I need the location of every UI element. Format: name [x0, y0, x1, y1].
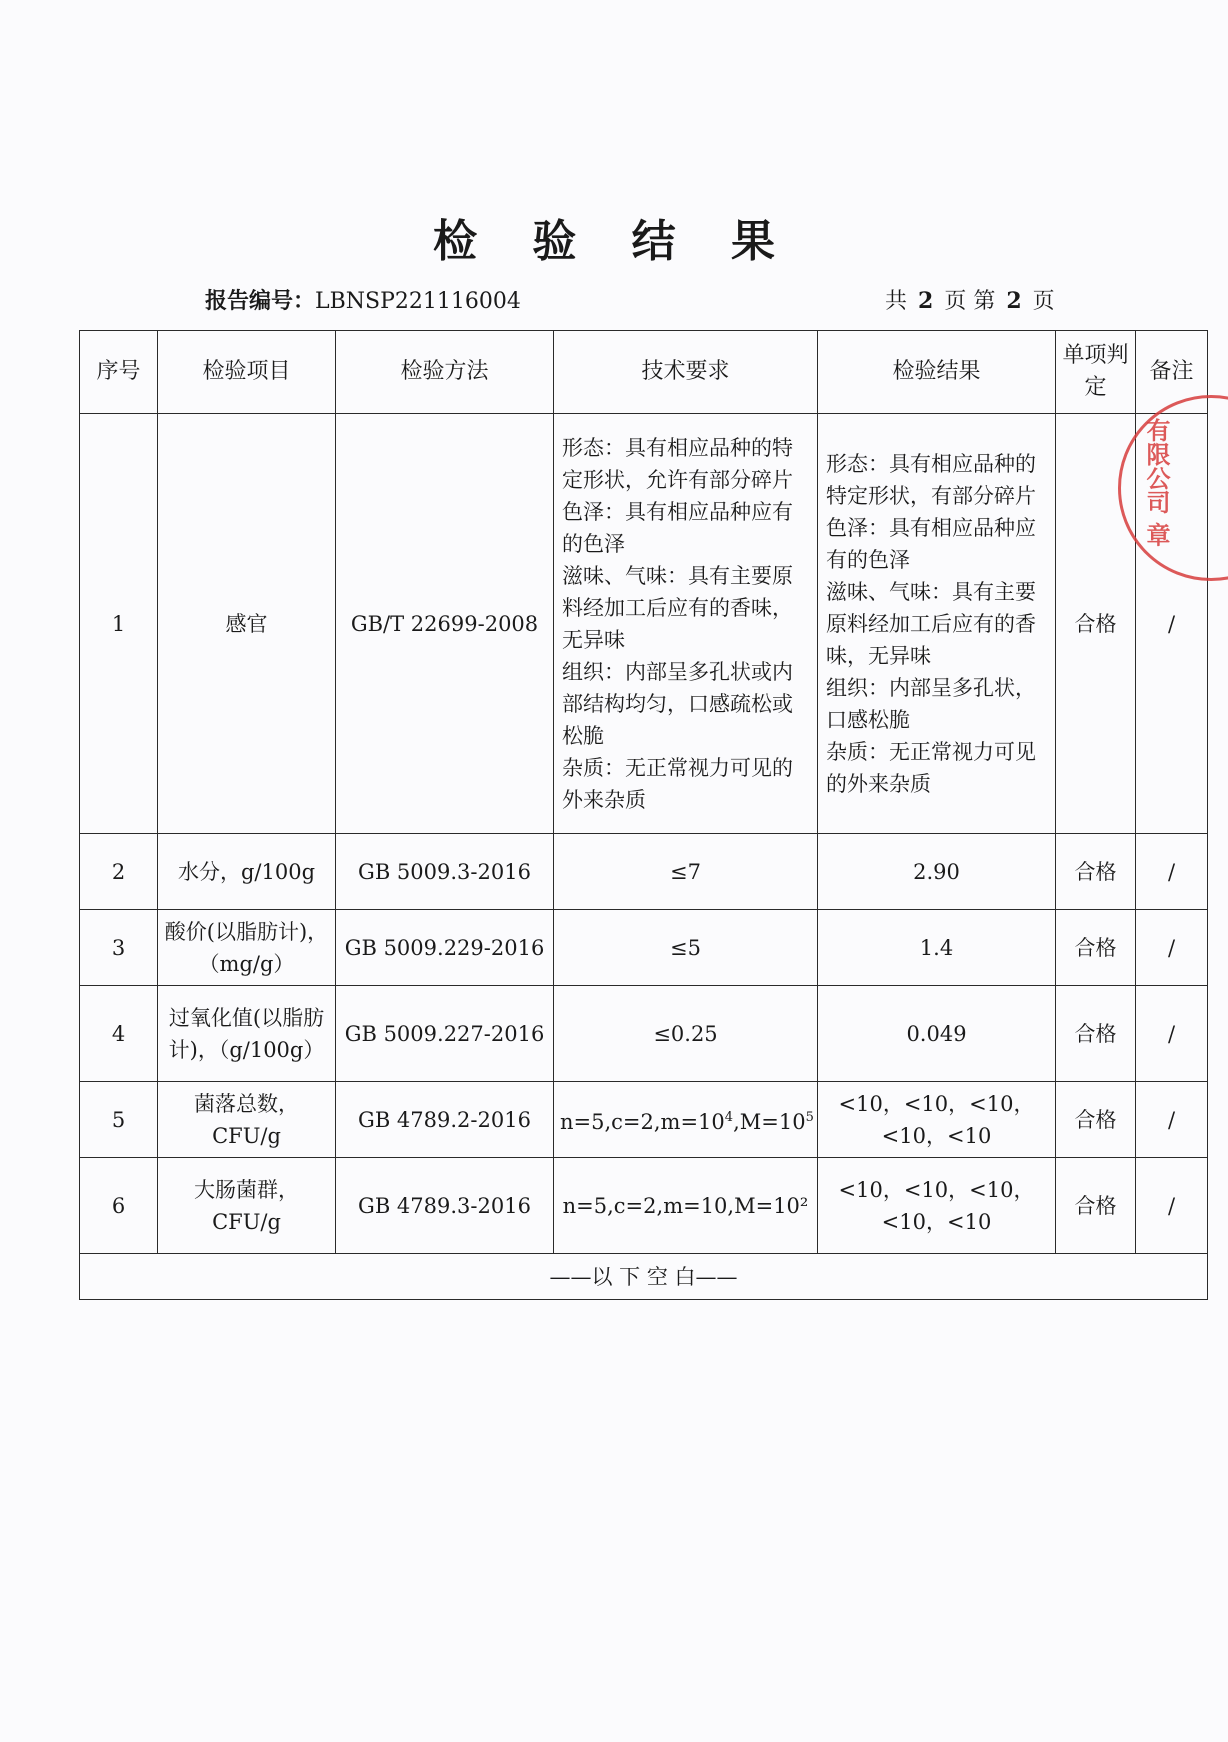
cell-no: 2	[80, 834, 158, 910]
header-remark: 备注	[1136, 331, 1208, 414]
cell-result: <10，<10，<10，<10，<10	[818, 1158, 1056, 1254]
cell-remark: /	[1136, 1082, 1208, 1158]
requirement-exponent-m: 4	[724, 1109, 734, 1125]
header-judgement: 单项判定	[1056, 331, 1136, 414]
cell-requirement: ≤7	[554, 834, 818, 910]
cell-remark: /	[1136, 986, 1208, 1082]
cell-judgement: 合格	[1056, 1082, 1136, 1158]
cell-item: 大肠菌群，CFU/g	[158, 1158, 336, 1254]
page-total-prefix: 共	[885, 289, 908, 314]
cell-no: 1	[80, 414, 158, 834]
cell-method: GB 5009.229-2016	[336, 910, 554, 986]
header-result: 检验结果	[818, 331, 1056, 414]
table-row	[80, 414, 1208, 834]
cell-no: 3	[80, 910, 158, 986]
header-requirement: 技术要求	[554, 331, 818, 414]
table-footer-row	[80, 1254, 1208, 1300]
cell-no: 4	[80, 986, 158, 1082]
cell-judgement: 合格	[1056, 414, 1136, 834]
report-number	[205, 284, 521, 315]
cell-requirement: 形态：具有相应品种的特定形状，允许有部分碎片 色泽：具有相应品种应有的色泽 滋味、气味：具有主要原料经加工后应有的香味，无异味 组织：内部呈多孔状或内部结构均匀，口感疏松或松脆 杂质：无正常视力可见的外来杂质	[554, 414, 818, 834]
seal-text: 有限公司 章	[1142, 418, 1171, 547]
cell-judgement: 合格	[1056, 910, 1136, 986]
cell-judgement: 合格	[1056, 1158, 1136, 1254]
cell-result: 0.049	[818, 986, 1056, 1082]
requirement-exponent-M: 5	[805, 1109, 814, 1125]
header-method: 检验方法	[336, 331, 554, 414]
requirement-base: n=5,c=2,m=10	[560, 1109, 725, 1134]
cell-no: 5	[80, 1082, 158, 1158]
requirement-mid: ,M=10	[733, 1109, 806, 1134]
page-total: 2	[918, 288, 934, 314]
cell-result: <10，<10，<10，<10，<10	[818, 1082, 1056, 1158]
blank-below-note: ——以 下 空 白——	[80, 1254, 1208, 1300]
cell-method: GB 4789.2-2016	[336, 1082, 554, 1158]
document-title: 检 验 结 果	[433, 216, 795, 267]
page-info	[885, 284, 1055, 315]
report-number-label: 报告编号：	[205, 288, 316, 314]
cell-result: 2.90	[818, 834, 1056, 910]
page-total-suffix: 页 第	[944, 289, 996, 314]
table-row	[80, 910, 1208, 986]
table-row	[80, 834, 1208, 910]
cell-item: 水分，g/100g	[158, 834, 336, 910]
cell-method: GB 5009.227-2016	[336, 986, 554, 1082]
cell-result: 1.4	[818, 910, 1056, 986]
cell-no: 6	[80, 1158, 158, 1254]
cell-remark: /	[1136, 910, 1208, 986]
cell-result: 形态：具有相应品种的特定形状，有部分碎片 色泽：具有相应品种应有的色泽 滋味、气味：具有主要原料经加工后应有的香味，无异味 组织：内部呈多孔状，口感松脆 杂质：无正常视力可见的外来杂质	[818, 414, 1056, 834]
table-row	[80, 986, 1208, 1082]
cell-item: 酸价(以脂肪计)，（mg/g）	[158, 910, 336, 986]
table-row	[80, 1158, 1208, 1254]
cell-judgement: 合格	[1056, 834, 1136, 910]
cell-judgement: 合格	[1056, 986, 1136, 1082]
page-current: 2	[1006, 288, 1022, 314]
report-number-value: LBNSP221116004	[315, 289, 521, 314]
cell-item: 菌落总数，CFU/g	[158, 1082, 336, 1158]
cell-method: GB 5009.3-2016	[336, 834, 554, 910]
cell-remark: /	[1136, 834, 1208, 910]
cell-requirement: n=5,c=2,m=10,M=10²	[554, 1158, 818, 1254]
table-header-row	[80, 331, 1208, 414]
cell-method: GB 4789.3-2016	[336, 1158, 554, 1254]
cell-requirement: ≤0.25	[554, 986, 818, 1082]
table-row	[80, 1082, 1208, 1158]
cell-requirement	[554, 1082, 818, 1158]
page-current-suffix: 页	[1032, 289, 1055, 314]
cell-item: 感官	[158, 414, 336, 834]
header-item: 检验项目	[158, 331, 336, 414]
cell-method: GB/T 22699-2008	[336, 414, 554, 834]
header-no: 序号	[80, 331, 158, 414]
cell-requirement: ≤5	[554, 910, 818, 986]
cell-item: 过氧化值(以脂肪计)，（g/100g）	[158, 986, 336, 1082]
cell-remark: /	[1136, 1158, 1208, 1254]
results-table	[79, 330, 1208, 1300]
cell-remark: /	[1136, 414, 1208, 834]
